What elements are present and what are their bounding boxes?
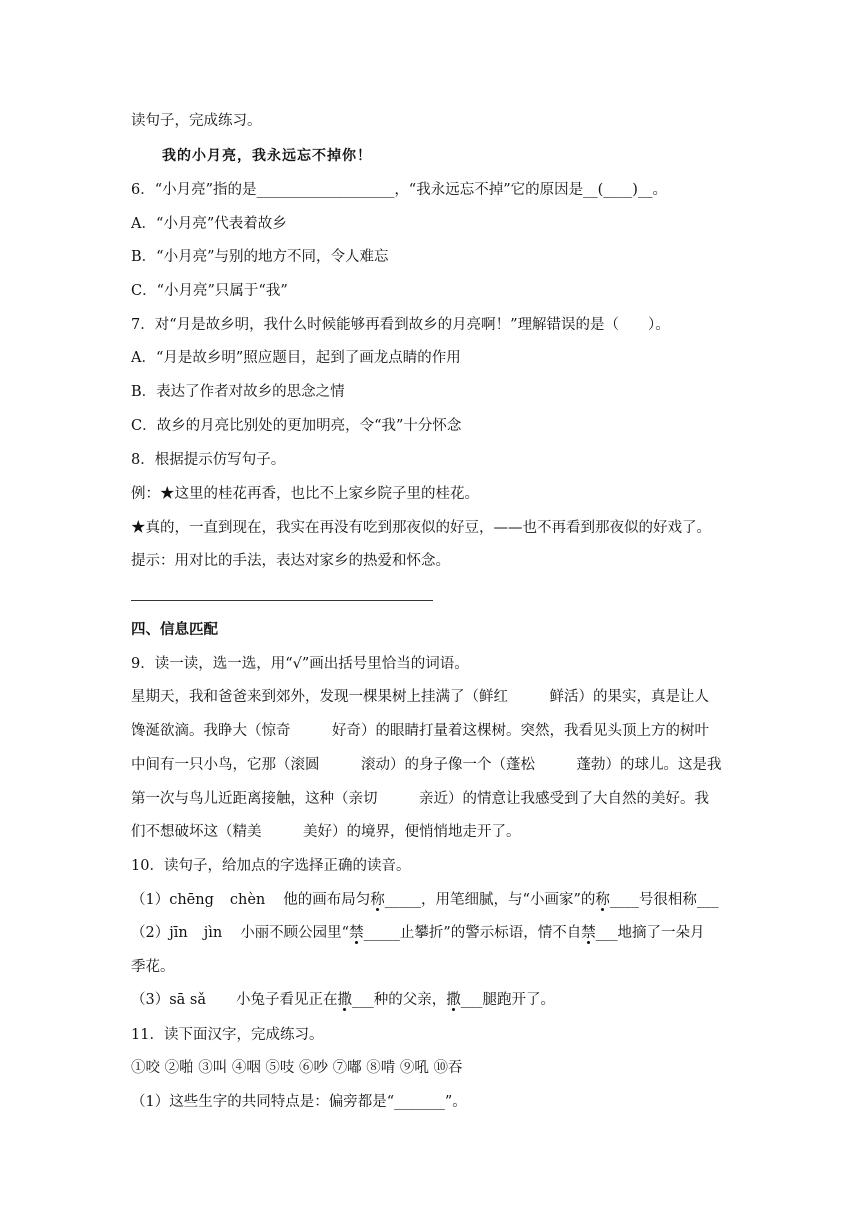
q11-characters: ①咬 ②啪 ③叫 ④咽 ⑤吱 ⑥吵 ⑦嘟 ⑧啃 ⑨吼 ⑩吞 xyxy=(131,1060,463,1076)
q6-blank-1[interactable]: ___________________ xyxy=(256,182,395,198)
pinyin-option[interactable]: chèn xyxy=(229,892,266,908)
question-7: 7．对“月是故乡明，我什么时候能够再看到故乡的月亮啊！”理解错误的是（ ）。 xyxy=(131,317,670,333)
q9-passage-line-3: 中间有一只小鸟，它那（滚圆 滚动）的身子像一个（蓬松 蓬勃）的球儿。这是我 xyxy=(131,757,722,773)
question-9: 9．读一读，选一选，用“√”画出括号里恰当的词语。 xyxy=(131,656,469,672)
q6-text-c: 。 xyxy=(652,182,667,198)
q9-passage-line-5: 们不想破坏这（精美 美好）的境界，便悄悄地走开了。 xyxy=(131,824,521,840)
question-8: 8．根据提示仿写句子。 xyxy=(131,452,286,468)
pinyin-option[interactable]: （1）chēng xyxy=(131,892,214,908)
q6-text-a: 6．“小月亮”指的是 xyxy=(131,182,257,198)
q10-item-1 xyxy=(131,890,719,910)
pinyin-option[interactable]: （2）jīn xyxy=(131,925,188,941)
quoted-sentence: 我的小月亮，我永远忘不掉你！ xyxy=(162,148,372,164)
q10-item-2 xyxy=(131,923,705,943)
sentence-text: ___地摘了一朵月 xyxy=(595,925,705,941)
q6-option-a[interactable]: A．“小月亮”代表着故乡 xyxy=(131,216,287,232)
q8-hint: 提示：用对比的手法，表达对家乡的热爱和怀念。 xyxy=(131,553,450,569)
dotted-char: 称 xyxy=(595,892,610,908)
sentence-text: _____止攀折”的警示标语，情不自 xyxy=(363,925,582,941)
q7-option-b[interactable]: B．表达了作者对故乡的思念之情 xyxy=(131,384,345,400)
dotted-char: 禁 xyxy=(581,925,596,941)
q8-answer-line[interactable] xyxy=(131,600,433,601)
sentence-text: _____，用笔细腻，与“小画家”的 xyxy=(384,892,596,908)
q8-sentence: ★真的，一直到现在，我实在再没有吃到那夜似的好豆，——也不再看到那夜似的好戏了。 xyxy=(131,520,711,536)
sentence-text: ___腿跑开了。 xyxy=(460,992,556,1008)
q9-passage-line-1: 星期天，我和爸爸来到郊外，发现一棵果树上挂满了（鲜红 鲜活）的果实，真是让人 xyxy=(131,689,709,705)
sentence-text: 他的画布局匀 xyxy=(283,892,371,908)
q10-item-2-continuation: 季花。 xyxy=(131,959,175,975)
question-11: 11．读下面汉字，完成练习。 xyxy=(131,1027,324,1043)
intro-line: 读句子，完成练习。 xyxy=(131,113,262,129)
q6-text-b: ，“我永远忘不掉”它的原因是 xyxy=(394,182,584,198)
pinyin-option[interactable]: jìn xyxy=(203,925,223,941)
q10-item-3 xyxy=(131,990,555,1010)
dotted-char: 撒 xyxy=(446,992,461,1008)
q9-passage-line-4: 第一次与鸟儿近距离接触，这种（亲切 亲近）的情意让我感受到了大自然的美好。我 xyxy=(131,791,709,807)
q6-option-b[interactable]: B．“小月亮”与别的地方不同，令人难忘 xyxy=(131,249,389,265)
q9-passage-line-2: 馋涎欲滴。我睁大（惊奇 好奇）的眼睛打量着这棵树。突然，我看见头顶上方的树叶 xyxy=(131,723,709,739)
sentence-text: ____号很相称___ xyxy=(609,892,719,908)
sentence-text: 小丽不顾公园里“ xyxy=(240,925,350,941)
sentence-text: 小兔子看见正在 xyxy=(236,992,338,1008)
question-10: 10．读句子，给加点的字选择正确的读音。 xyxy=(131,858,411,874)
sentence-text: ___种的父亲， xyxy=(352,992,447,1008)
pinyin-options[interactable]: （3）sā sǎ xyxy=(131,992,207,1008)
section-heading-4: 四、信息匹配 xyxy=(131,622,218,638)
dotted-char: 撒 xyxy=(337,992,353,1008)
q6-option-c[interactable]: C．“小月亮”只属于“我” xyxy=(131,283,288,299)
q7-option-a[interactable]: A．“月是故乡明”照应题目，起到了画龙点睛的作用 xyxy=(131,350,461,366)
dotted-char: 称 xyxy=(370,892,385,908)
dotted-char: 禁 xyxy=(349,925,364,941)
q11-sub-1: （1）这些生字的共同特点是：偏旁都是“_______”。 xyxy=(131,1094,467,1110)
q7-option-c[interactable]: C．故乡的月亮比别处的更加明亮，令“我”十分怀念 xyxy=(131,418,462,434)
q8-example: 例：★这里的桂花再香，也比不上家乡院子里的桂花。 xyxy=(131,486,479,502)
q6-blank-2[interactable]: __(____)__ xyxy=(583,182,653,198)
question-6 xyxy=(131,180,667,200)
